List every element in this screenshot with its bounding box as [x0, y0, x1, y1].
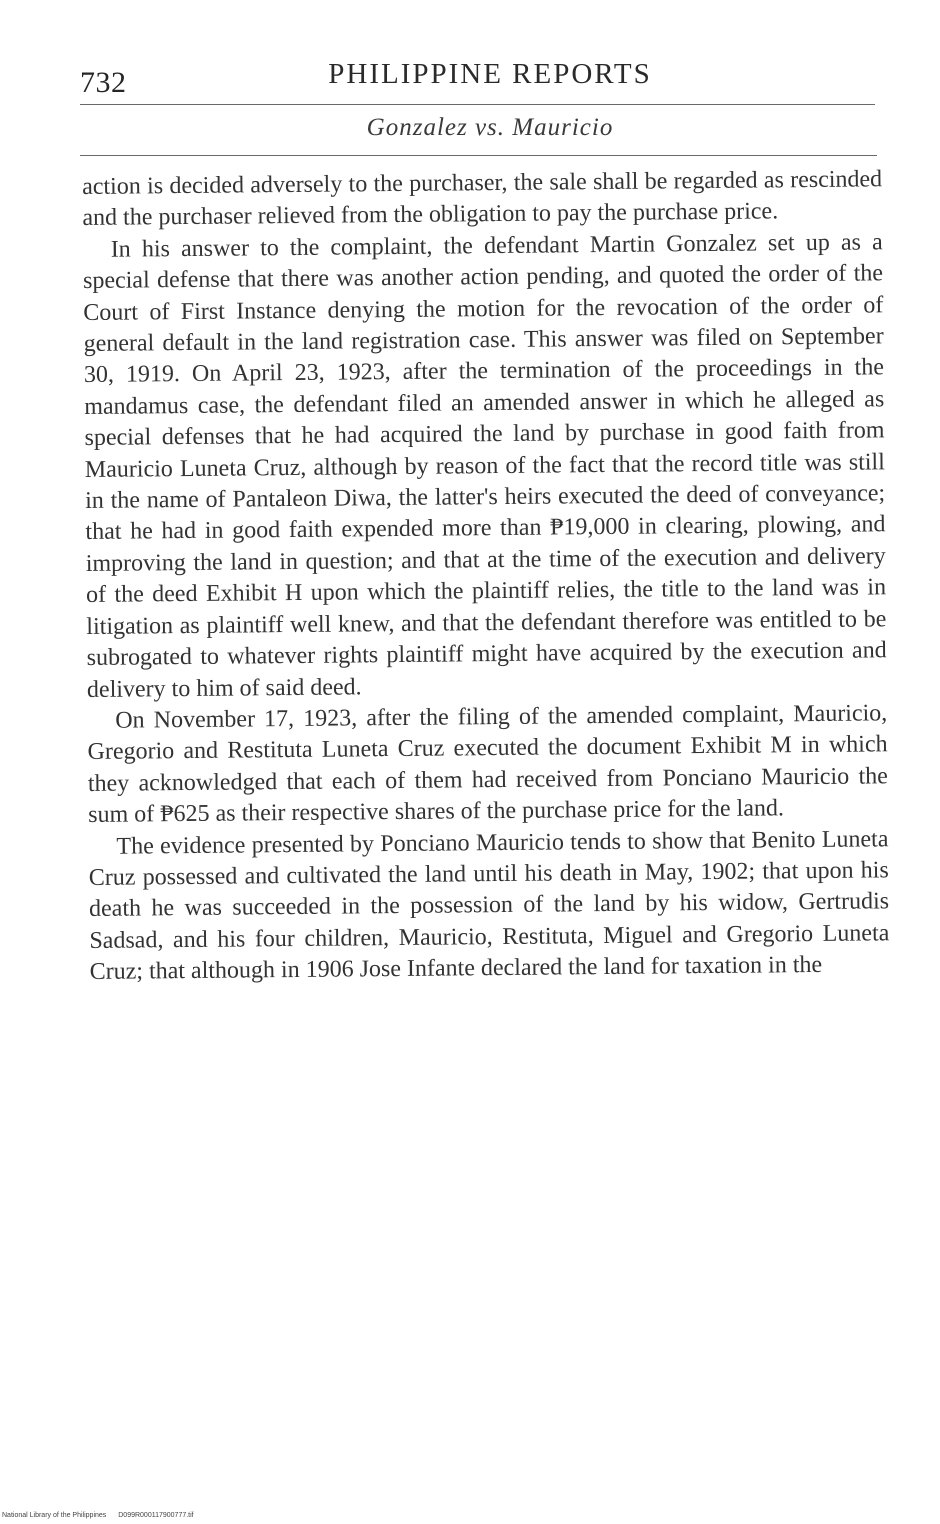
paragraph-evidence: The evidence presented by Ponciano Mauricio tends to show that Benito Luneta Cruz possessed and cultivated the land until his death in May, 1902; that upon his death he was succeeded in the possession of the land by his widow, Gertrudis Sadsad, and his four children, Mauricio, Restituta, Miguel and Gregorio Luneta Cruz; that although in 1906 Jose Infante declared the land for taxation in the [88, 825, 890, 986]
paragraph-continued: action is decided adversely to the purchaser, the sale shall be regarded as rescinded and the purchaser relieved from the obligation to pay the purchase price. [82, 166, 883, 232]
footer-library: National Library of the Philippines [2, 1512, 107, 1519]
header-rule-bottom [80, 155, 877, 156]
page-number: 732 [80, 66, 127, 99]
running-head: PHILIPPINE REPORTS [328, 58, 652, 90]
footer-record-id: D099R000117900777.tif [118, 1512, 194, 1519]
paragraph-answer: In his answer to the complaint, the defendant Martin Gonzalez set up as a special defense that there was another action pending, and quoted the order of the Court of First Instance denying the motion for the revocation of the order of general default in the land registration case. This answer was filed on September 30, 1919. On April 23, 1923, after the termination of the proceedings in the mandamus case, the defendant filed an amended answer in which he alleged as special defenses that he had acquired the land by purchase in good faith from Mauricio Luneta Cruz, although by reason of the fact that the record title was still in the name of Pantaleon Diwa, the latter's heirs executed the deed of conveyance; that he had in good faith expended more than ₱19,000 in clearing, plowing, and improving the land in question; and that at the time of the execution and delivery of the deed Exhibit H upon which the plaintiff relies, the title to the land was in litigation as plaintiff well knew, and that the defendant therefore was entitled to be subrogated to whatever rights plaintiff might have acquired by the execution and delivery to him of said deed. [82, 229, 887, 703]
body-text [82, 164, 890, 988]
case-title: Gonzalez vs. Mauricio [366, 114, 614, 141]
scan-footer [2, 1512, 194, 1519]
paragraph-november: On November 17, 1923, after the filing of the amended complaint, Mauricio, Gregorio and Restituta Luneta Cruz executed the document Exhibit M in which they acknowledged that each of them had received from Ponciano Mauricio the sum of ₱625 as their respective shares of the purchase price for the land. [87, 700, 888, 829]
header-rule-top [80, 104, 875, 105]
